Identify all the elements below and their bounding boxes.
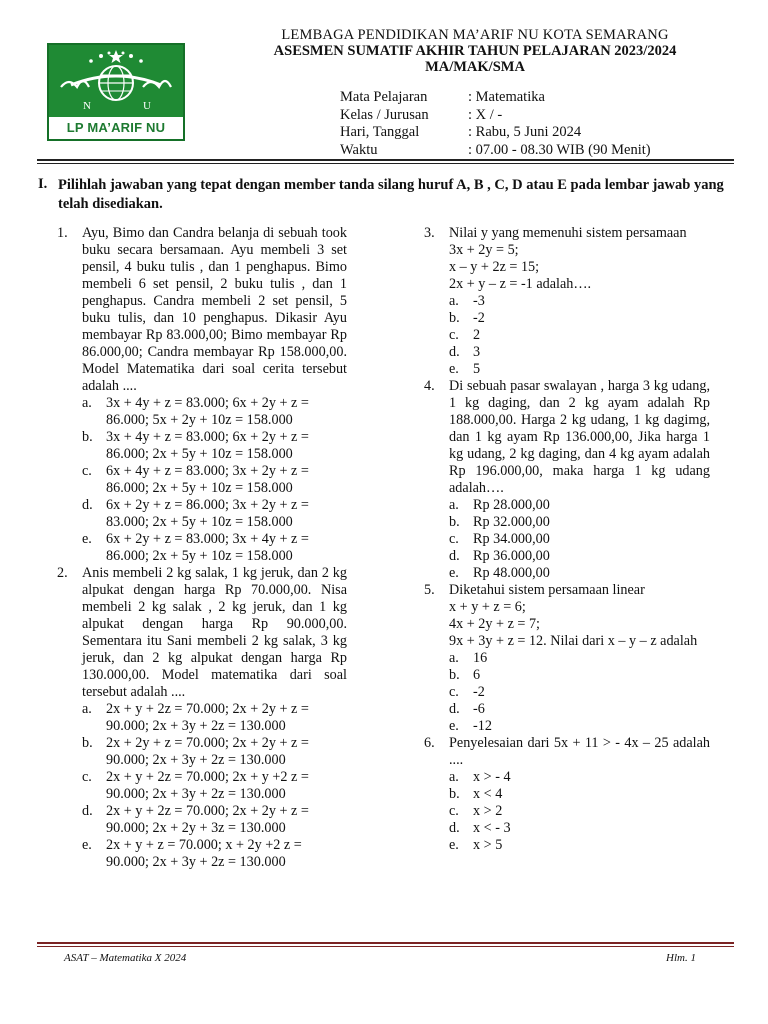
option-a: [82, 701, 347, 735]
option-b: [449, 310, 710, 327]
option-line: 90.000; 2x + 3y + 2z = 130.000: [106, 718, 286, 734]
option-line: 86.000; 5x + 2y + 10z = 158.000: [106, 412, 293, 428]
equation-line: 3x + 2y = 5;: [449, 242, 519, 258]
info-label: Hari, Tanggal: [340, 124, 420, 140]
option-a: [449, 650, 710, 667]
option-letter: e.: [449, 565, 459, 581]
option-e: [449, 718, 710, 735]
option-line: Rp 34.000,00: [473, 531, 550, 547]
logo-letter-n: N: [83, 100, 91, 112]
option-line: Rp 36.000,00: [473, 548, 550, 564]
header-divider-thin: [37, 163, 734, 164]
option-letter: b.: [82, 735, 93, 751]
option-line: 6x + 4y + z = 83.000; 3x + 2y + z =: [106, 463, 309, 479]
option-line: 5: [473, 361, 481, 377]
option-e: [449, 565, 710, 582]
question-text: Anis membeli 2 kg salak, 1 kg jeruk, dan 2 kg alpukat dengan harga Rp 70.000,00. Nisa membeli 2 kg salak , 2 kg jeruk, dan 1 kg alpukat dengan harga Rp 90.000,00. Sementara itu Sani membeli 2 kg salak, 3 kg jeruk, dan 2 kg alpukat dengan harga Rp 130.000,00. Model matematika dari soal tersebut adalah ....: [82, 565, 347, 700]
option-letter: d.: [82, 803, 93, 819]
option-line: -12: [473, 718, 492, 734]
logo-label: LP MA’ARIF NU: [49, 117, 183, 139]
equation-line: 9x + 3y + z = 12. Nilai dari x – y – z adalah: [449, 633, 698, 649]
page-number: Hlm. 1: [666, 952, 696, 964]
option-a: [449, 293, 710, 310]
question-number: 4.: [424, 378, 435, 394]
option-letter: d.: [449, 701, 460, 717]
option-letter: e.: [449, 837, 459, 853]
question-1: [57, 225, 347, 565]
info-value: : 07.00 - 08.30 WIB (90 Menit): [468, 141, 651, 158]
question-number: 3.: [424, 225, 435, 241]
option-line: -3: [473, 293, 485, 309]
question-text: Penyelesaian dari 5x + 11 > - 4x – 25 adalah ....: [449, 735, 710, 768]
option-d: [82, 803, 347, 837]
option-letter: a.: [449, 769, 459, 785]
option-letter: d.: [449, 820, 460, 836]
question-6: [424, 735, 710, 854]
option-line: -2: [473, 310, 485, 326]
option-line: -2: [473, 684, 485, 700]
option-letter: c.: [449, 803, 459, 819]
option-letter: a.: [449, 650, 459, 666]
option-e: [82, 837, 347, 871]
info-value: : Matematika: [468, 89, 545, 105]
question-text: Di sebuah pasar swalayan , harga 3 kg udang, 1 kg daging, dan 2 kg ayam adalah Rp 188.000,00. Harga 2 kg udang, 1 kg dagimg, dan 1 kg ayam Rp 136.000,00, Jika harga 1 kg udang, 2 kg daging, dan 4 kg ayam adalah Rp 196.000,00, maka harga 1 kg udang adalah….: [449, 378, 710, 496]
option-line: x > 2: [473, 803, 503, 819]
option-b: [449, 514, 710, 531]
option-line: 90.000; 2x + 3y + 2z = 130.000: [106, 786, 286, 802]
instruction-text: Pilihlah jawaban yang tepat dengan member tanda silang huruf A, B , C, D atau E pada lembar jawab yang telah disediakan.: [58, 177, 724, 212]
option-line: x < 4: [473, 786, 503, 802]
equation-line: x + y + z = 6;: [449, 599, 526, 615]
question-number: 1.: [57, 225, 68, 241]
option-line: Rp 32.000,00: [473, 514, 550, 530]
option-line: x > 5: [473, 837, 503, 853]
option-letter: b.: [449, 786, 460, 802]
option-letter: b.: [449, 514, 460, 530]
option-line: 3x + 4y + z = 83.000; 6x + 2y + z =: [106, 395, 309, 411]
equation-line: 2x + y – z = -1 adalah….: [449, 276, 592, 292]
institution-name: LEMBAGA PENDIDIKAN MA’ARIF NU KOTA SEMARANG: [281, 27, 669, 43]
question-3: [424, 225, 710, 378]
option-letter: c.: [449, 684, 459, 700]
option-line: 90.000; 2x + 3y + 2z = 130.000: [106, 854, 286, 870]
question-text: Ayu, Bimo dan Candra belanja di sebuah took buku secara bersamaan. Ayu membeli 3 set pensil, 4 buku tulis , dan 1 penghapus. Bimo membeli 6 set pensil, 2 buku tulis , dan 1 penghapus. Candra membeli 2 set pensil, 5 buku tulis, dan 10 penghapus. Dikasir Ayu membayar Rp 83.000,00; Bimo membayar Rp 86.000,00; Candra membayar Rp 158.000,00. Model Matematika dari soal cerita tersebut adalah ....: [82, 225, 347, 394]
option-letter: b.: [82, 429, 93, 445]
option-letter: d.: [82, 497, 93, 513]
info-label: Waktu: [340, 141, 378, 158]
option-letter: b.: [449, 310, 460, 326]
option-b: [449, 667, 710, 684]
option-c: [449, 803, 710, 820]
option-line: 90.000; 2x + 2y + 3z = 130.000: [106, 820, 286, 836]
option-b: [449, 786, 710, 803]
option-letter: c.: [82, 463, 92, 479]
question-5: [424, 582, 710, 735]
question-text-line: Nilai y yang memenuhi sistem persamaan: [449, 225, 687, 241]
option-line: Rp 28.000,00: [473, 497, 550, 513]
option-c: [82, 463, 347, 497]
info-value: : Rabu, 5 Juni 2024: [468, 124, 582, 140]
logo-letter-u: U: [143, 100, 151, 112]
nu-emblem-icon: [49, 45, 183, 119]
info-label: Kelas / Jurusan: [340, 106, 429, 123]
equation-line: 4x + 2y + z = 7;: [449, 616, 540, 632]
option-line: 2x + y + 2z = 70.000; 2x + y +2 z =: [106, 769, 309, 785]
option-letter: c.: [449, 531, 459, 547]
option-line: 86.000; 2x + 5y + 10z = 158.000: [106, 480, 293, 496]
question-number: 5.: [424, 582, 435, 598]
option-b: [82, 735, 347, 769]
option-letter: e.: [449, 361, 459, 377]
option-a: [449, 497, 710, 514]
option-a: [449, 769, 710, 786]
option-line: 3x + 4y + z = 83.000; 6x + 2y + z =: [106, 429, 309, 445]
option-d: [449, 344, 710, 361]
option-c: [449, 684, 710, 701]
lp-maarif-nu-logo: [47, 43, 185, 141]
option-d: [449, 820, 710, 837]
question-number: 2.: [57, 565, 68, 581]
option-letter: d.: [449, 548, 460, 564]
option-line: 2x + 2y + z = 70.000; 2x + 2y + z =: [106, 735, 309, 751]
option-line: 2x + y + 2z = 70.000; 2x + 2y + z =: [106, 701, 309, 717]
option-line: x < - 3: [473, 820, 511, 836]
question-4: [424, 378, 710, 582]
equation-line: x – y + 2z = 15;: [449, 259, 540, 275]
option-letter: a.: [449, 497, 459, 513]
option-letter: a.: [449, 293, 459, 309]
option-e: [82, 531, 347, 565]
option-d: [82, 497, 347, 531]
option-d: [449, 548, 710, 565]
info-label: Mata Pelajaran: [340, 89, 428, 105]
option-line: -6: [473, 701, 485, 717]
question-text-line: Diketahui sistem persamaan linear: [449, 582, 645, 598]
exam-title: ASESMEN SUMATIF AKHIR TAHUN PELAJARAN 2023/2024: [273, 43, 677, 59]
questions-column-left: [57, 225, 347, 871]
option-letter: c.: [449, 327, 459, 343]
footer-divider-thin: [37, 946, 734, 947]
option-line: 86.000; 2x + 5y + 10z = 158.000: [106, 446, 293, 462]
option-line: Rp 48.000,00: [473, 565, 550, 581]
option-e: [449, 837, 710, 854]
footer-divider: [37, 942, 734, 944]
option-line: 6: [473, 667, 481, 683]
option-e: [449, 361, 710, 378]
option-letter: a.: [82, 701, 92, 717]
option-letter: e.: [82, 837, 92, 853]
option-a: [82, 395, 347, 429]
questions-column-right: [424, 225, 710, 854]
option-line: 6x + 2y + z = 86.000; 3x + 2y + z =: [106, 497, 309, 513]
option-letter: c.: [82, 769, 92, 785]
option-letter: b.: [449, 667, 460, 683]
option-line: 16: [473, 650, 488, 666]
option-line: 6x + 2y + z = 83.000; 3x + 4y + z =: [106, 531, 309, 547]
option-line: 2x + y + 2z = 70.000; 2x + 2y + z =: [106, 803, 309, 819]
option-letter: d.: [449, 344, 460, 360]
option-line: 83.000; 2x + 5y + 10z = 158.000: [106, 514, 293, 530]
option-d: [449, 701, 710, 718]
option-line: 2: [473, 327, 481, 343]
question-2: [57, 565, 347, 871]
option-letter: e.: [82, 531, 92, 547]
option-line: 2x + y + z = 70.000; x + 2y +2 z =: [106, 837, 302, 853]
option-line: 3: [473, 344, 481, 360]
question-number: 6.: [424, 735, 435, 751]
header-divider: [37, 159, 734, 161]
option-c: [449, 327, 710, 344]
option-letter: a.: [82, 395, 92, 411]
option-letter: e.: [449, 718, 459, 734]
section-number: I.: [38, 176, 48, 192]
option-line: 90.000; 2x + 3y + 2z = 130.000: [106, 752, 286, 768]
option-b: [82, 429, 347, 463]
option-c: [82, 769, 347, 803]
option-line: x > - 4: [473, 769, 511, 785]
school-level: MA/MAK/SMA: [425, 59, 525, 75]
option-line: 86.000; 2x + 5y + 10z = 158.000: [106, 548, 293, 564]
info-value: : X / -: [468, 106, 503, 123]
footer-title: ASAT – Matematika X 2024: [64, 952, 187, 964]
option-c: [449, 531, 710, 548]
